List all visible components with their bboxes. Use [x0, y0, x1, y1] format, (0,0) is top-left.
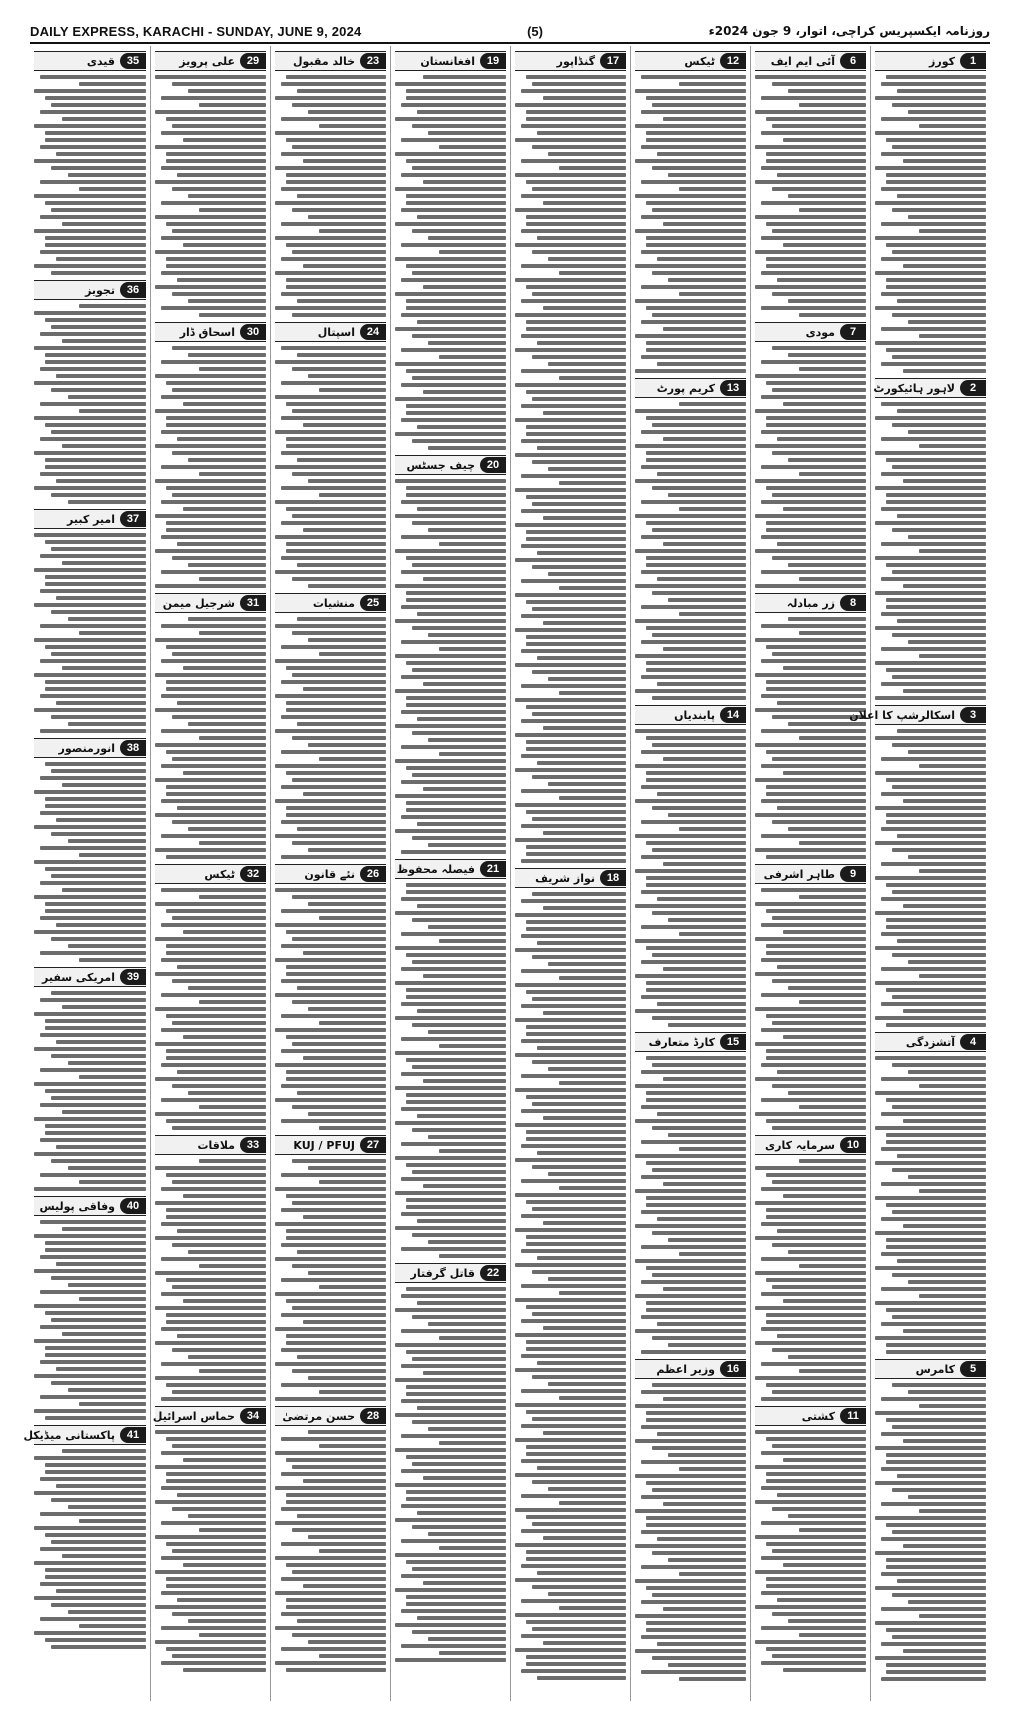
masthead-english-dateline: DAILY EXPRESS, KARACHI - SUNDAY, JUNE 9, 2024: [30, 23, 362, 39]
story-number-badge: 21: [480, 861, 506, 877]
story-title: اسکالرشپ کا اعلان: [849, 708, 955, 722]
story-number-badge: 29: [240, 53, 266, 69]
story-number-badge: 5: [960, 1361, 986, 1377]
story-heading: [23, 1425, 146, 1445]
story-title: شرجیل میمن: [162, 596, 235, 610]
story-heading: [515, 868, 626, 888]
story-body-text: [275, 75, 386, 317]
story-title: علی پرویز: [179, 54, 235, 68]
story-number-badge: 19: [480, 53, 506, 69]
story-number-badge: 4: [960, 1034, 986, 1050]
story-title: لاہور ہائیکورٹ: [873, 381, 955, 395]
story-title: فیصلہ محفوظ: [396, 862, 475, 876]
story-number-badge: 32: [240, 866, 266, 882]
story-title: امیر کبیر: [67, 512, 115, 526]
story-heading: [755, 51, 866, 71]
story-body-text: [155, 888, 266, 1130]
story-number-badge: 31: [240, 595, 266, 611]
story-body-text: [635, 729, 746, 1027]
story-title: خالد مقبول: [292, 54, 355, 68]
story-title: کارڈ متعارف: [648, 1035, 715, 1049]
story-heading: [155, 51, 266, 71]
story-title: مودی: [805, 325, 835, 339]
story-body-text: [635, 1056, 746, 1354]
story-heading: [395, 455, 506, 475]
story-body-text: [34, 762, 146, 962]
story-number-badge: 12: [720, 53, 746, 69]
story-heading: [275, 1406, 386, 1426]
story-title: انورمنصور: [58, 741, 115, 755]
story-title: ٹیکس: [684, 54, 715, 68]
news-column: [270, 46, 390, 1701]
story-body-text: [155, 75, 266, 317]
story-heading: [34, 1196, 146, 1216]
story-title: حسن مرتضیٰ: [282, 1409, 355, 1423]
story-body-text: [875, 1383, 986, 1681]
story-title: نئے قانون: [304, 867, 355, 881]
news-column: [390, 46, 510, 1701]
story-heading: [755, 1135, 866, 1155]
story-heading: [275, 864, 386, 884]
story-heading: [875, 378, 986, 398]
story-title: قیدی: [86, 54, 115, 68]
story-number-badge: 11: [840, 1408, 866, 1424]
story-title: حماس اسرائیل: [152, 1409, 235, 1423]
story-body-text: [875, 75, 986, 373]
story-heading: [849, 705, 986, 725]
story-number-badge: 6: [840, 53, 866, 69]
story-body-text: [755, 346, 866, 588]
masthead-urdu-dateline: روزنامہ ایکسپریس کراچی، اتوار، 9 جون 2024ء: [708, 24, 990, 38]
story-number-badge: 2: [960, 380, 986, 396]
story-number-badge: 37: [120, 511, 146, 527]
story-number-badge: 39: [120, 969, 146, 985]
story-number-badge: 25: [360, 595, 386, 611]
story-body-text: [395, 479, 506, 854]
story-body-text: [275, 617, 386, 859]
news-column: [150, 46, 270, 1701]
story-number-badge: 33: [240, 1137, 266, 1153]
story-title: اسحاق ڈار: [179, 325, 235, 339]
story-heading: [875, 1032, 986, 1052]
story-heading: [155, 1135, 266, 1155]
story-title: گنڈاپور: [556, 54, 595, 68]
story-heading: [635, 1359, 746, 1379]
story-heading: [755, 1406, 866, 1426]
story-title: KUJ / PFUJ: [293, 1138, 355, 1152]
story-heading: [275, 51, 386, 71]
story-title: آئی ایم ایف: [770, 54, 835, 68]
masthead: [30, 20, 990, 44]
story-title: تجویز: [85, 283, 115, 297]
story-title: ٹیکس: [204, 867, 235, 881]
story-heading: [635, 705, 746, 725]
story-body-text: [395, 883, 506, 1258]
story-heading: [515, 51, 626, 71]
story-body-text: [755, 75, 866, 317]
story-title: کورز: [929, 54, 955, 68]
story-body-text: [275, 346, 386, 588]
story-number-badge: 30: [240, 324, 266, 340]
story-title: وفاقی پولیس: [39, 1199, 115, 1213]
story-body-text: [755, 1159, 866, 1401]
story-body-text: [155, 1430, 266, 1672]
story-body-text: [275, 1159, 386, 1401]
story-number-badge: 18: [600, 870, 626, 886]
story-body-text: [515, 892, 626, 1680]
story-body-text: [34, 1220, 146, 1420]
story-title: نواز شریف: [535, 871, 595, 885]
story-heading: [155, 322, 266, 342]
story-body-text: [515, 75, 626, 863]
story-number-badge: 13: [720, 380, 746, 396]
story-number-badge: 38: [120, 740, 146, 756]
story-body-text: [155, 1159, 266, 1401]
story-title: کشتی: [801, 1409, 835, 1423]
story-heading: [275, 1135, 386, 1155]
story-title: آتشزدگی: [905, 1035, 955, 1049]
story-body-text: [875, 402, 986, 700]
story-number-badge: 41: [120, 1427, 146, 1443]
story-title: چیف جسٹس: [406, 458, 475, 472]
story-body-text: [395, 1287, 506, 1662]
story-title: زر مبادلہ: [786, 596, 835, 610]
story-heading: [275, 593, 386, 613]
story-heading: [755, 864, 866, 884]
story-title: منشیات: [312, 596, 355, 610]
story-heading: [395, 859, 506, 879]
story-number-badge: 17: [600, 53, 626, 69]
story-body-text: [635, 1383, 746, 1681]
story-body-text: [395, 75, 506, 450]
story-number-badge: 22: [480, 1265, 506, 1281]
story-number-badge: 27: [360, 1137, 386, 1153]
story-heading: [34, 51, 146, 71]
story-body-text: [34, 75, 146, 275]
story-heading: [875, 1359, 986, 1379]
story-heading: [635, 378, 746, 398]
story-body-text: [875, 1056, 986, 1354]
story-title: پاکستانی میڈیکل: [23, 1428, 115, 1442]
story-body-text: [155, 617, 266, 859]
story-number-badge: 16: [720, 1361, 746, 1377]
story-body-text: [34, 1449, 146, 1649]
story-number-badge: 36: [120, 282, 146, 298]
story-number-badge: 28: [360, 1408, 386, 1424]
story-number-badge: 14: [720, 707, 746, 723]
story-heading: [635, 1032, 746, 1052]
story-number-badge: 8: [840, 595, 866, 611]
news-column: [510, 46, 630, 1701]
story-heading: [395, 51, 506, 71]
story-heading: [755, 322, 866, 342]
story-heading: [152, 1406, 266, 1426]
story-body-text: [275, 888, 386, 1130]
story-title: ملاقات: [197, 1138, 235, 1152]
story-body-text: [155, 346, 266, 588]
page-number: (5): [527, 23, 543, 39]
story-heading: [155, 864, 266, 884]
story-number-badge: 23: [360, 53, 386, 69]
story-body-text: [875, 729, 986, 1027]
story-heading: [34, 738, 146, 758]
story-body-text: [635, 75, 746, 373]
story-heading: [275, 322, 386, 342]
story-number-badge: 24: [360, 324, 386, 340]
story-title: کامرس: [915, 1362, 955, 1376]
story-body-text: [34, 304, 146, 504]
story-body-text: [755, 888, 866, 1130]
story-heading: [34, 967, 146, 987]
story-number-badge: 20: [480, 457, 506, 473]
story-title: افغانستان: [420, 54, 475, 68]
story-number-badge: 1: [960, 53, 986, 69]
story-body-text: [34, 533, 146, 733]
story-number-badge: 7: [840, 324, 866, 340]
story-body-text: [275, 1430, 386, 1672]
story-title: امریکی سفیر: [42, 970, 115, 984]
news-column: [750, 46, 870, 1701]
story-title: قاتل گرفتار: [410, 1266, 475, 1280]
story-heading: [635, 51, 746, 71]
story-title: پابندیاں: [674, 708, 715, 722]
story-heading: [155, 593, 266, 613]
story-number-badge: 15: [720, 1034, 746, 1050]
newspaper-page: [23, 46, 990, 1701]
story-title: سرمایہ کاری: [765, 1138, 835, 1152]
story-title: اسپتال: [317, 325, 355, 339]
story-body-text: [755, 1430, 866, 1672]
story-heading: [34, 509, 146, 529]
news-column: [23, 46, 150, 1701]
story-number-badge: 35: [120, 53, 146, 69]
story-heading: [755, 593, 866, 613]
story-number-badge: 9: [840, 866, 866, 882]
story-heading: [875, 51, 986, 71]
story-number-badge: 10: [840, 1137, 866, 1153]
story-number-badge: 40: [120, 1198, 146, 1214]
story-number-badge: 3: [960, 707, 986, 723]
story-title: وزیر اعظم: [656, 1362, 715, 1376]
story-body-text: [635, 402, 746, 700]
news-column: [630, 46, 750, 1701]
story-title: کریم پورٹ: [656, 381, 715, 395]
story-number-badge: 34: [240, 1408, 266, 1424]
story-heading: [395, 1263, 506, 1283]
story-heading: [34, 280, 146, 300]
story-number-badge: 26: [360, 866, 386, 882]
story-body-text: [755, 617, 866, 859]
story-title: طاہر اشرفی: [763, 867, 835, 881]
story-body-text: [34, 991, 146, 1191]
